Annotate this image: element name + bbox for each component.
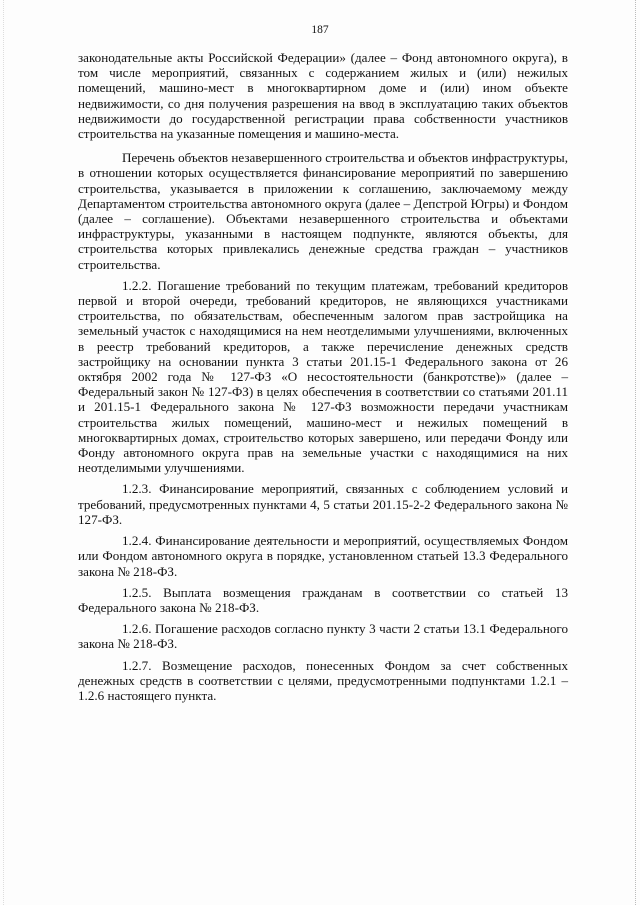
scan-edge-right: [634, 0, 636, 905]
paragraph-1-2-3: 1.2.3. Финансирование мероприятий, связанных с соблюдением условий и требований, предусмотренных пунктами 4, 5 статьи 201.15-2-2 Федерального закона № 127-ФЗ.: [78, 481, 568, 527]
paragraph-1-2-5: 1.2.5. Выплата возмещения гражданам в соответствии со статьей 13 Федерального закона № 218-ФЗ.: [78, 584, 568, 615]
page-number: 187: [311, 24, 329, 36]
document-body: [78, 50, 568, 703]
paragraph-1-2-7: 1.2.7. Возмещение расходов, понесенных Фондом за счет собственных денежных средств в соответствии с целями, предусмотренными подпунктами 1.2.1 – 1.2.6 настоящего пункта.: [78, 657, 568, 703]
paragraph-1-2-4: 1.2.4. Финансирование деятельности и мероприятий, осуществляемых Фондом или Фондом автономного округа в порядке, установленном статьей 13.3 Федерального закона № 218-ФЗ.: [78, 533, 568, 579]
paragraph-fund-definition: законодательные акты Российской Федерации» (далее – Фонд автономного округа), в том числе мероприятий, связанных с содержанием жилых и (или) нежилых помещений, машино-мест в многоквартирном доме и (или) ином объекте недвижимости, со дня получения разрешения на ввод в эксплуатацию таких объектов недвижимости до государственной регистрации права собственности участников строительства на указанные помещения и машино-места.: [78, 50, 568, 142]
paragraph-objects-list: Перечень объектов незавершенного строительства и объектов инфраструктуры, в отношении которых осуществляется финансирование мероприятий по завершению строительства, указывается в приложении к соглашению, заключаемому между Департаментом строительства автономного округа (далее – Депстрой Югры) и Фондом (далее – соглашение). Объектами незавершенного строительства и объектами инфраструктуры, указанными в настоящем подпункте, являются объекты, для строительства которых привлекались денежные средства граждан – участников строительства.: [78, 150, 568, 272]
paragraph-1-2-2: 1.2.2. Погашение требований по текущим платежам, требований кредиторов первой и второй очереди, требований кредиторов, не являющихся участниками строительства, по обязательствам, обеспеченным залогом прав застройщика на земельный участок с находящимися на нем неотделимыми улучшениями, включенных в реестр требований кредиторов, а также перечисление денежных средств застройщику на основании пункта 3 статьи 201.15-1 Федерального закона от 26 октября 2002 года № 127-ФЗ «О несостоятельности (банкротстве)» (далее – Федеральный закон № 127-ФЗ) в целях обеспечения в соответствии со статьями 201.11 и 201.15-1 Федерального закона № 127-ФЗ возможности передачи участникам строительства жилых помещений, машино-мест и нежилых помещений в многоквартирных домах, строительство которых завершено, или передачи Фонду или Фонду автономного округа прав на земельные участки с находящимися на них неотделимыми улучшениями.: [78, 277, 568, 476]
scan-edge-left: [3, 0, 5, 905]
paragraph-1-2-6: 1.2.6. Погашение расходов согласно пункту 3 части 2 статьи 13.1 Федерального закона № 218-ФЗ.: [78, 621, 568, 652]
